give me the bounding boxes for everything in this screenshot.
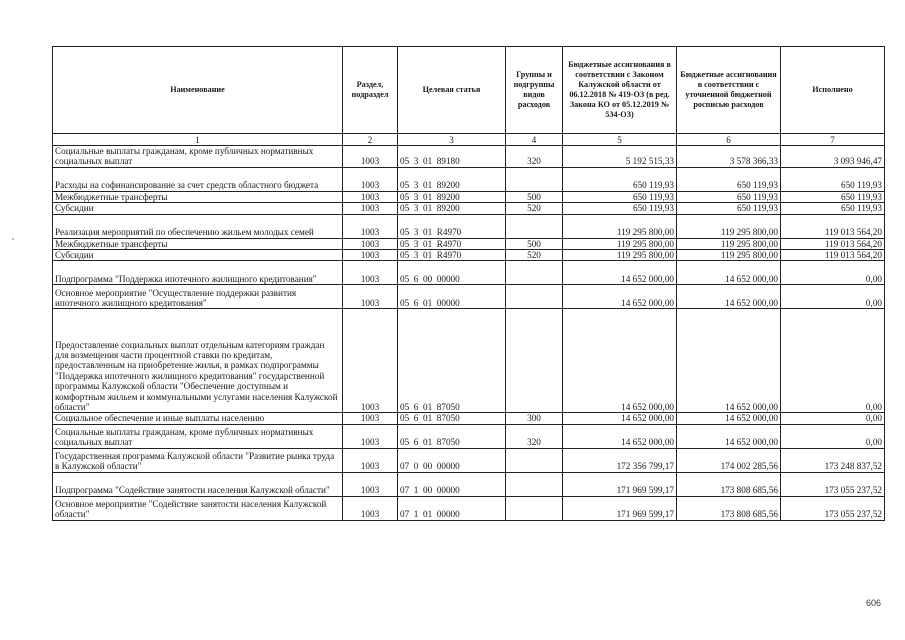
row-target: 07 1 01 00000 (398, 496, 506, 520)
table-row (53, 472, 885, 496)
header-law: Бюджетные ассигнования в соответствии с Законом Калужской области от 06.12.2018 № 419-ОЗ (в ред. Закона КО от 05.12.2019 № 534-ОЗ) (563, 47, 677, 134)
table-row (53, 238, 885, 249)
row-target: 05 3 01 R4970 (398, 238, 506, 249)
row-target: 05 3 01 89200 (398, 203, 506, 214)
row-law-amount: 171 969 599,17 (563, 496, 677, 520)
row-name: Государственная программа Калужской области "Развитие рынка труда в Калужской области" (53, 448, 343, 472)
table-row (53, 214, 885, 238)
row-name: Социальные выплаты гражданам, кроме публичных нормативных социальных выплат (53, 424, 343, 448)
row-refined-amount: 650 119,93 (677, 167, 781, 191)
row-group: 320 (506, 424, 563, 448)
row-law-amount: 650 119,93 (563, 167, 677, 191)
row-target: 05 3 01 R4970 (398, 214, 506, 238)
table-row (53, 167, 885, 191)
row-refined-amount: 14 652 000,00 (677, 285, 781, 309)
table-row (53, 309, 885, 413)
row-name: Субсидии (53, 250, 343, 261)
row-executed-amount: 0,00 (781, 261, 885, 285)
row-law-amount: 14 652 000,00 (563, 424, 677, 448)
row-executed-amount: 0,00 (781, 285, 885, 309)
row-law-amount: 14 652 000,00 (563, 413, 677, 424)
row-section: 1003 (343, 413, 398, 424)
row-target: 05 3 01 89200 (398, 167, 506, 191)
row-section: 1003 (343, 146, 398, 168)
row-section: 1003 (343, 285, 398, 309)
row-group (506, 261, 563, 285)
row-section: 1003 (343, 472, 398, 496)
header-refined: Бюджетные ассигнования в соответствии с уточненной бюджетной росписью расходов (677, 47, 781, 134)
row-group (506, 472, 563, 496)
column-number: 1 (53, 134, 343, 146)
column-number-row (53, 134, 885, 146)
row-target: 05 6 01 87050 (398, 413, 506, 424)
row-refined-amount: 119 295 800,00 (677, 238, 781, 249)
row-refined-amount: 650 119,93 (677, 203, 781, 214)
row-name: Субсидии (53, 203, 343, 214)
row-refined-amount: 14 652 000,00 (677, 309, 781, 413)
row-group (506, 309, 563, 413)
table-row (53, 261, 885, 285)
row-refined-amount: 650 119,93 (677, 191, 781, 202)
row-refined-amount: 119 295 800,00 (677, 214, 781, 238)
row-name: Предоставление социальных выплат отдельным категориям граждан для возмещения части процентной ставки по кредитам, предоставленным на приобретение жилья, в рамках подпрограммы "Поддержка ипотечного жилищного кредитования" государственной программы Калужской области "Обеспечение доступным и комфортным жильем и коммунальными услугами населения Калужской области" (53, 309, 343, 413)
row-law-amount: 119 295 800,00 (563, 214, 677, 238)
row-refined-amount: 14 652 000,00 (677, 413, 781, 424)
row-section: 1003 (343, 250, 398, 261)
row-section: 1003 (343, 191, 398, 202)
row-target: 05 6 01 87050 (398, 424, 506, 448)
row-refined-amount: 14 652 000,00 (677, 424, 781, 448)
row-target: 05 6 00 00000 (398, 261, 506, 285)
row-group: 500 (506, 238, 563, 249)
row-executed-amount: 650 119,93 (781, 191, 885, 202)
row-target: 05 3 01 89200 (398, 191, 506, 202)
row-group (506, 167, 563, 191)
row-refined-amount: 119 295 800,00 (677, 250, 781, 261)
row-name: Основное мероприятие "Содействие занятости населения Калужской области" (53, 496, 343, 520)
row-group: 520 (506, 203, 563, 214)
row-law-amount: 119 295 800,00 (563, 250, 677, 261)
row-executed-amount: 173 055 237,52 (781, 496, 885, 520)
row-executed-amount: 650 119,93 (781, 167, 885, 191)
row-group: 300 (506, 413, 563, 424)
row-group (506, 448, 563, 472)
row-refined-amount: 14 652 000,00 (677, 261, 781, 285)
row-refined-amount: 3 578 366,33 (677, 146, 781, 168)
row-name: Основное мероприятие "Осуществление поддержки развития ипотечного жилищного кредитования" (53, 285, 343, 309)
row-group: 520 (506, 250, 563, 261)
row-name: Социальные выплаты гражданам, кроме публичных нормативных социальных выплат (53, 146, 343, 168)
row-law-amount: 650 119,93 (563, 191, 677, 202)
row-executed-amount: 0,00 (781, 309, 885, 413)
row-law-amount: 119 295 800,00 (563, 238, 677, 249)
row-law-amount: 172 356 799,17 (563, 448, 677, 472)
table-row (53, 413, 885, 424)
row-law-amount: 171 969 599,17 (563, 472, 677, 496)
row-section: 1003 (343, 167, 398, 191)
table-row (53, 191, 885, 202)
row-law-amount: 650 119,93 (563, 203, 677, 214)
row-section: 1003 (343, 448, 398, 472)
row-refined-amount: 174 002 285,56 (677, 448, 781, 472)
row-name: Расходы на софинансирование за счет средств областного бюджета (53, 167, 343, 191)
column-number: 5 (563, 134, 677, 146)
row-executed-amount: 119 013 564,20 (781, 238, 885, 249)
row-group (506, 214, 563, 238)
row-executed-amount: 119 013 564,20 (781, 250, 885, 261)
table-row (53, 285, 885, 309)
header-name: Наименование (53, 47, 343, 134)
row-target: 05 3 01 89180 (398, 146, 506, 168)
row-law-amount: 14 652 000,00 (563, 261, 677, 285)
scan-speck (12, 238, 14, 240)
row-section: 1003 (343, 214, 398, 238)
row-law-amount: 5 192 515,33 (563, 146, 677, 168)
table-row (53, 424, 885, 448)
row-section: 1003 (343, 309, 398, 413)
row-section: 1003 (343, 424, 398, 448)
row-name: Подпрограмма "Содействие занятости населения Калужской области" (53, 472, 343, 496)
header-group: Группы и подгруппы видов расходов (506, 47, 563, 134)
table-row (53, 203, 885, 214)
table-row (53, 146, 885, 168)
table-row (53, 496, 885, 520)
row-law-amount: 14 652 000,00 (563, 285, 677, 309)
row-target: 07 1 00 00000 (398, 472, 506, 496)
column-number: 2 (343, 134, 398, 146)
header-target: Целевая статья (398, 47, 506, 134)
row-name: Межбюджетные трансферты (53, 238, 343, 249)
row-executed-amount: 173 248 837,52 (781, 448, 885, 472)
row-refined-amount: 173 808 685,56 (677, 472, 781, 496)
column-number: 4 (506, 134, 563, 146)
row-group: 320 (506, 146, 563, 168)
column-number: 3 (398, 134, 506, 146)
row-refined-amount: 173 808 685,56 (677, 496, 781, 520)
table-row (53, 448, 885, 472)
row-name: Межбюджетные трансферты (53, 191, 343, 202)
header-executed: Исполнено (781, 47, 885, 134)
budget-table (52, 46, 885, 521)
row-executed-amount: 0,00 (781, 413, 885, 424)
row-executed-amount: 650 119,93 (781, 203, 885, 214)
row-name: Социальное обеспечение и иные выплаты населению (53, 413, 343, 424)
row-name: Подпрограмма "Поддержка ипотечного жилищного кредитования" (53, 261, 343, 285)
row-target: 05 6 01 87050 (398, 309, 506, 413)
page-number: 606 (866, 598, 882, 608)
row-executed-amount: 0,00 (781, 424, 885, 448)
row-executed-amount: 119 013 564,20 (781, 214, 885, 238)
header-row (53, 47, 885, 134)
header-section: Раздел, подраздел (343, 47, 398, 134)
row-section: 1003 (343, 261, 398, 285)
row-executed-amount: 3 093 946,47 (781, 146, 885, 168)
row-name: Реализация мероприятий по обеспечению жильем молодых семей (53, 214, 343, 238)
row-group: 500 (506, 191, 563, 202)
row-group (506, 496, 563, 520)
row-section: 1003 (343, 496, 398, 520)
row-law-amount: 14 652 000,00 (563, 309, 677, 413)
row-target: 07 0 00 00000 (398, 448, 506, 472)
table-row (53, 250, 885, 261)
column-number: 7 (781, 134, 885, 146)
row-target: 05 3 01 R4970 (398, 250, 506, 261)
row-target: 05 6 01 00000 (398, 285, 506, 309)
row-executed-amount: 173 055 237,52 (781, 472, 885, 496)
row-group (506, 285, 563, 309)
column-number: 6 (677, 134, 781, 146)
row-section: 1003 (343, 203, 398, 214)
row-section: 1003 (343, 238, 398, 249)
